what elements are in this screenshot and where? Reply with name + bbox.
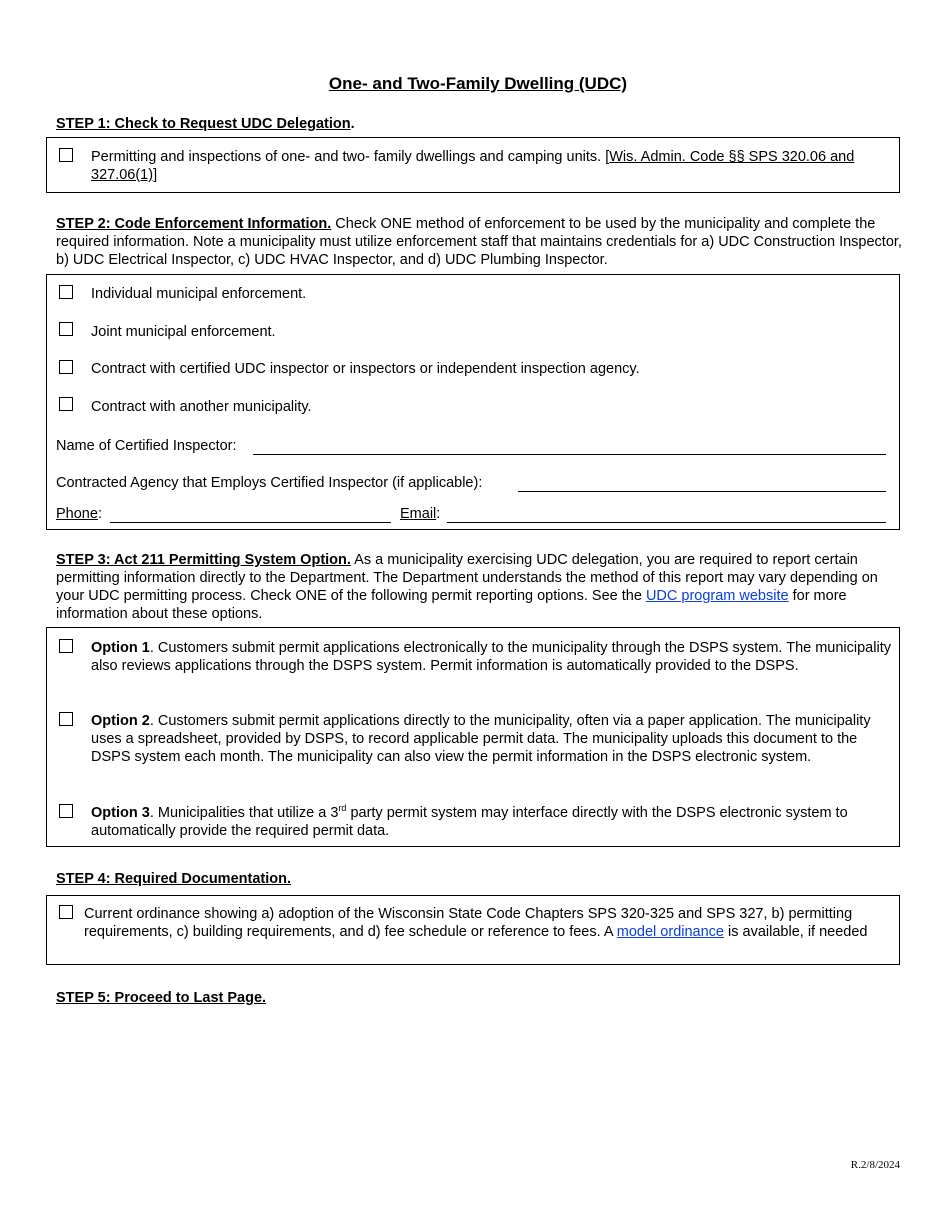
phone-field[interactable] (110, 522, 391, 523)
inspector-name-field[interactable] (253, 454, 886, 455)
step3-heading: STEP 3: Act 211 Permitting System Option. (56, 552, 351, 568)
step2-box (46, 274, 900, 530)
inspector-name-label: Name of Certified Inspector: (56, 438, 237, 454)
option1-checkbox[interactable] (59, 639, 73, 653)
option1-text: Option 1. Customers submit permit applications electronically to the municipality through the DSPS system. The municipality also reviews applications through the DSPS system. Permit information is automatically provided to the DSPS. (91, 640, 891, 674)
step1-checkbox[interactable] (59, 148, 73, 162)
enforcement-option-label: Contract with certified UDC inspector or inspectors or independent inspection agency. (91, 361, 640, 377)
email-field[interactable] (447, 522, 886, 523)
option3-text: Option 3. Municipalities that utilize a 3rd party permit system may interface directly with the DSPS electronic system to automatically provide the required permit data. (91, 803, 848, 839)
ordinance-checkbox[interactable] (59, 905, 73, 919)
ordinance-text: Current ordinance showing a) adoption of the Wisconsin State Code Chapters SPS 320-325 and SPS 327, b) permitting requirements, c) building requirements, and d) fee schedule or reference to fees. A model ordinance is available, if needed (84, 906, 868, 940)
agency-label: Contracted Agency that Employs Certified Inspector (if applicable): (56, 475, 483, 491)
agency-field[interactable] (518, 491, 886, 492)
udc-program-website-link[interactable]: UDC program website (645, 588, 789, 604)
revision-date: R.2/8/2024 (850, 1159, 900, 1171)
enforcement-contract-municipality-checkbox[interactable] (59, 397, 73, 411)
enforcement-option-label: Individual municipal enforcement. (91, 286, 307, 302)
option2-text: Option 2. Customers submit permit applications directly to the municipality, often via a paper application. The municipality uses a spreadsheet, provided by DSPS, to record applicable permit data. The municipality uploads this document to the DSPS system each month. The municipality can also view the permit information in the DSPS electronic system. (91, 713, 871, 765)
step5-heading: STEP 5: Proceed to Last Page. (56, 990, 267, 1006)
email-label: Email: (400, 506, 441, 522)
enforcement-contract-inspector-checkbox[interactable] (59, 360, 73, 374)
step4-heading: STEP 4: Required Documentation. (56, 871, 291, 887)
step3-intro: STEP 3: Act 211 Permitting System Option. As a municipality exercising UDC delegation, you are required to report certain permitting information directly to the Department. The Department understands the method of this report may vary depending on your UDC permitting process. Check ONE of the following permit reporting options. See the UDC program website for more information about these options. (56, 552, 878, 622)
enforcement-individual-checkbox[interactable] (59, 285, 73, 299)
page-title: One- and Two-Family Dwelling (UDC) (328, 74, 628, 93)
enforcement-joint-checkbox[interactable] (59, 322, 73, 336)
step1-box (46, 137, 900, 193)
step1-heading: STEP 1: Check to Request UDC Delegation. (56, 116, 355, 132)
step1-item-text: Permitting and inspections of one- and two- family dwellings and camping units. [Wis. Admin. Code §§ SPS 320.06 and 327.06(1)] (91, 149, 855, 183)
step2-heading: STEP 2: Code Enforcement Information. (56, 216, 332, 232)
step4-box (46, 895, 900, 965)
code-reference: Wis. Admin. Code §§ SPS 320.06 and 327.06(1) (91, 149, 855, 183)
step2-intro: STEP 2: Code Enforcement Information. Check ONE method of enforcement to be used by the municipality and complete the required information. Note a municipality must utilize enforcement staff that maintains credentials for a) UDC Construction Inspector, b) UDC Electrical Inspector, c) UDC HVAC Inspector, and d) UDC Plumbing Inspector. (56, 216, 902, 268)
option3-checkbox[interactable] (59, 804, 73, 818)
model-ordinance-link[interactable]: model ordinance (616, 924, 724, 940)
enforcement-option-label: Contract with another municipality. (91, 399, 312, 415)
step1-heading-text: STEP 1: Check to Request UDC Delegation (56, 116, 351, 132)
step3-box (46, 627, 900, 847)
enforcement-option-label: Joint municipal enforcement. (91, 324, 276, 340)
phone-label: Phone: (56, 506, 102, 522)
option2-checkbox[interactable] (59, 712, 73, 726)
